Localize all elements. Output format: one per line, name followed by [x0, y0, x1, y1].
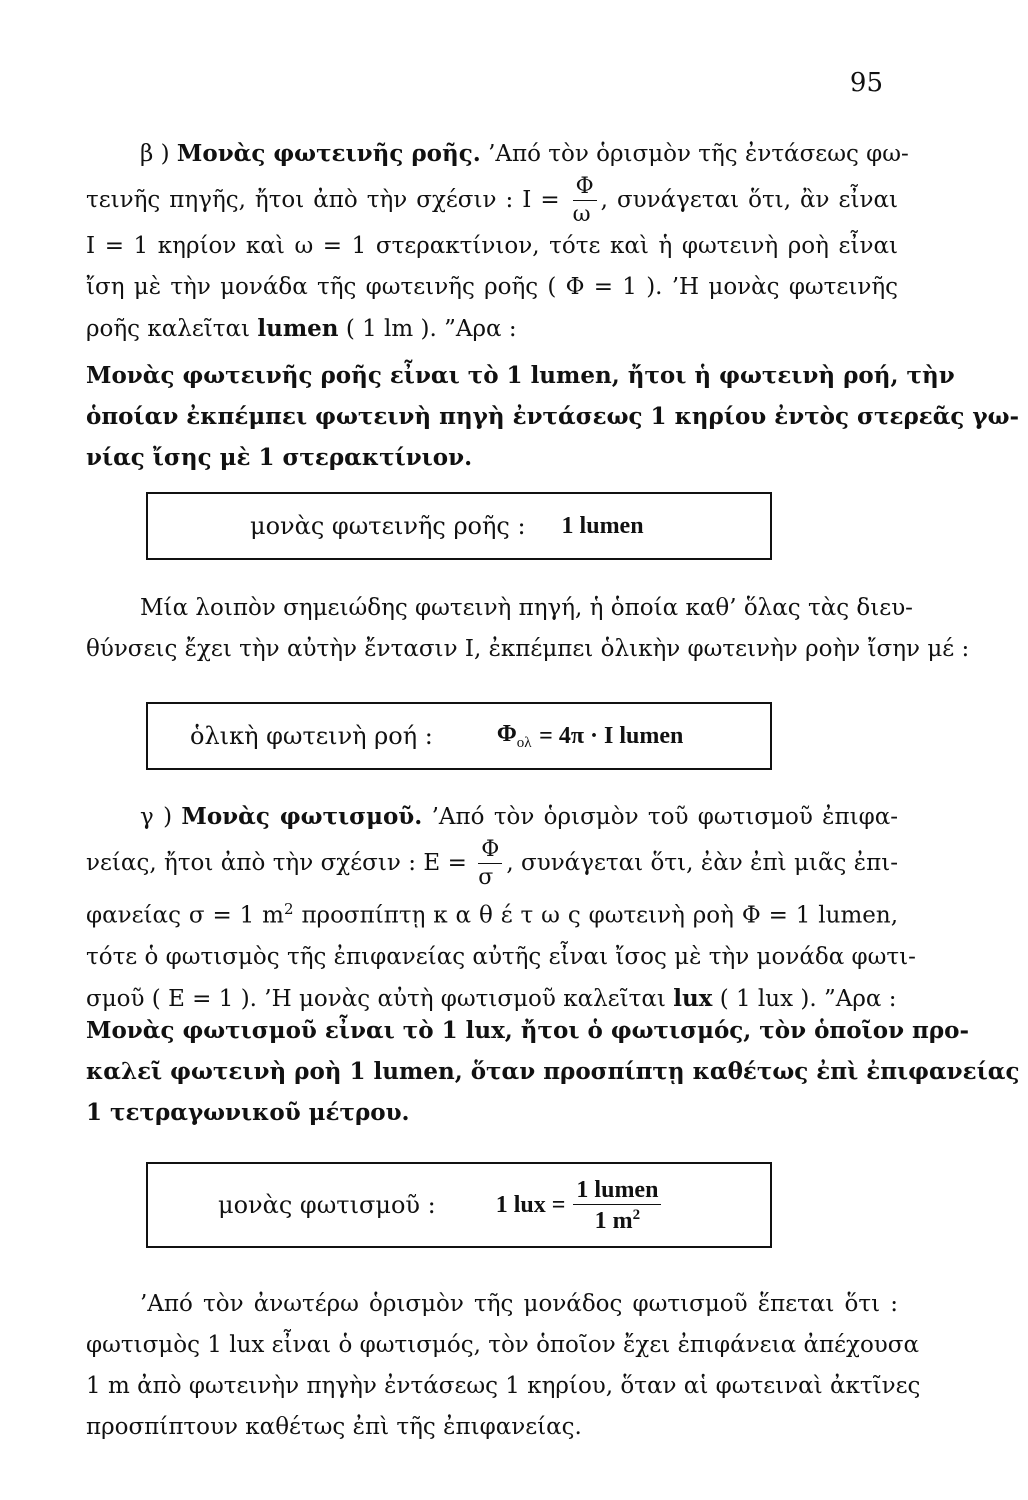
- lux-denominator-base: 1 m: [594, 1207, 633, 1234]
- section-gamma-line-3-text: φανείας σ = 1 m: [86, 902, 284, 929]
- total-flux-symbol: [497, 721, 532, 752]
- fraction-denominator: ω: [572, 202, 591, 227]
- section-beta-line-3: I = 1 κηρίον καὶ ω = 1 στερακτίνιον, τότε καὶ ἡ φωτεινὴ ροὴ εἶναι: [86, 233, 898, 259]
- section-beta-line-5-text: ροῆς καλεῖται: [86, 316, 251, 342]
- section-beta-heading: Μονὰς φωτεινῆς ροῆς.: [176, 140, 481, 167]
- definition-lumen-line-2: ὁποίαν ἐκπέμπει φωτεινὴ πηγὴ ἐντάσεως 1 κηρίου ἐντὸς στερεᾶς γω-: [86, 403, 1020, 430]
- section-beta-line-5-end: ( 1 lm ). ”Αρα :: [345, 316, 517, 342]
- definition-lux-line-3: 1 τετραγωνικοῦ μέτρου.: [86, 1099, 410, 1126]
- lux-fraction-numerator: 1 lumen: [573, 1178, 661, 1205]
- definition-lux: [86, 1010, 1020, 1133]
- section-beta: [86, 133, 909, 350]
- section-gamma-line-3-end: προσπίπτῃ κ α θ έ τ ω ς φωτεινὴ ροὴ Φ = 1 lumen,: [301, 902, 899, 929]
- lux-fraction-denominator: [573, 1205, 661, 1233]
- fraction-numerator: Φ: [478, 839, 502, 864]
- section-beta-line-2-end: , συνάγεται ὅτι, ἂν εἶναι: [600, 187, 898, 213]
- section-gamma-line-5-end: ( 1 lux ). ”Αρα :: [719, 985, 897, 1012]
- flux-subscript: ολ: [516, 734, 532, 751]
- total-flux-formula: = 4π · I lumen: [539, 722, 684, 749]
- intensity-fraction: [573, 176, 597, 226]
- section-gamma-line-3: [86, 889, 898, 937]
- section-gamma: [86, 796, 916, 1020]
- lux-unit-label: μονὰς φωτισμοῦ :: [218, 1191, 436, 1219]
- total-flux-box: [146, 702, 772, 770]
- lux-denominator-exponent: 2: [632, 1206, 641, 1223]
- section-beta-line-4: ἴση μὲ τὴν μονάδα τῆς φωτεινῆς ροῆς ( Φ = 1 ). ’Η μονὰς φωτεινῆς: [86, 274, 898, 300]
- lumen-unit-value: 1 lumen: [561, 512, 644, 539]
- lumen-unit-label: μονὰς φωτεινῆς ροῆς :: [250, 512, 526, 540]
- lux-term: lux: [673, 984, 713, 1012]
- section-gamma-line-2: [86, 838, 898, 889]
- section-gamma-line-2-text: νείας, ἤτοι ἀπὸ τὴν σχέσιν : E =: [86, 850, 467, 876]
- final-paragraph: [86, 1284, 921, 1448]
- square-superscript: 2: [283, 900, 294, 918]
- lux-unit-box: [146, 1162, 772, 1248]
- section-gamma-line-4: τότε ὁ φωτισμὸς τῆς ἐπιφανείας αὐτῆς εἶναι ἴσος μὲ τὴν μονάδα φωτι-: [86, 943, 916, 970]
- total-flux-label: ὁλικὴ φωτεινὴ ροή :: [190, 722, 433, 750]
- section-gamma-heading: Μονὰς φωτισμοῦ.: [181, 803, 423, 830]
- section-gamma-line-1-text: ’Από τὸν ὁρισμὸν τοῦ φωτισμοῦ ἐπιφα-: [431, 804, 899, 830]
- illuminance-fraction: [478, 839, 502, 889]
- page-number: 95: [849, 68, 883, 98]
- lumen-term: lumen: [257, 315, 339, 342]
- section-beta-line-1: [86, 133, 909, 175]
- definition-lumen-line-1: Μονὰς φωτεινῆς ροῆς εἶναι τὸ 1 lumen, ἤτοι ἡ φωτεινὴ ροή, τὴν: [86, 362, 955, 389]
- section-beta-line-2-text: τεινῆς πηγῆς, ἤτοι ἀπὸ τὴν σχέσιν : I =: [86, 187, 560, 213]
- lumen-unit-box: [146, 492, 772, 560]
- flux-symbol: Φ: [496, 720, 517, 747]
- point-source-line-2: θύνσεις ἔχει τὴν αὐτὴν ἔντασιν I, ἐκπέμπει ὁλικὴν φωτεινὴν ροὴν ἴσην μέ :: [86, 636, 970, 662]
- section-gamma-line-5-text: σμοῦ ( E = 1 ). ’Η μονὰς αὐτὴ φωτισμοῦ καλεῖται: [86, 985, 666, 1012]
- section-beta-line-2: [86, 175, 898, 226]
- point-source-line-1: Μία λοιπὸν σημειώδης φωτεινὴ πηγή, ἡ ὁποία καθ’ ὅλας τὰς διευ-: [140, 595, 913, 621]
- lux-unit-lhs: 1 lux =: [495, 1191, 566, 1218]
- definition-lux-line-1: Μονὰς φωτισμοῦ εἶναι τὸ 1 lux, ἤτοι ὁ φωτισμός, τὸν ὁποῖον προ-: [86, 1017, 970, 1044]
- section-beta-line-5: [86, 308, 898, 350]
- definition-lumen: [86, 355, 1020, 478]
- fraction-numerator: Φ: [573, 176, 597, 201]
- section-gamma-label: γ ): [140, 804, 173, 830]
- final-line-4: προσπίπτουν καθέτως ἐπὶ τῆς ἐπιφανείας.: [86, 1414, 582, 1440]
- definition-lux-line-2: καλεῖ φωτεινὴ ροὴ 1 lumen, ὅταν προσπίπτῃ καθέτως ἐπὶ ἐπιφανείας: [86, 1058, 1020, 1085]
- final-line-1: ’Από τὸν ἀνωτέρω ὁρισμὸν τῆς μονάδος φωτισμοῦ ἕπεται ὅτι :: [140, 1291, 898, 1317]
- section-beta-line-1-text: ’Από τὸν ὁρισμὸν τῆς ἐντάσεως φω-: [488, 141, 909, 167]
- final-line-3: 1 m ἀπὸ φωτεινὴν πηγὴν ἐντάσεως 1 κηρίου, ὅταν αἱ φωτειναὶ ἀκτῖνες: [86, 1373, 921, 1399]
- section-gamma-line-1: [86, 796, 898, 838]
- point-source-paragraph: [86, 588, 970, 670]
- section-gamma-line-2-end: , συνάγεται ὅτι, ἐὰν ἐπὶ μιᾶς ἐπι-: [506, 850, 899, 876]
- lux-unit-fraction: [573, 1178, 661, 1233]
- final-line-2: φωτισμὸς 1 lux εἶναι ὁ φωτισμός, τὸν ὁποῖον ἔχει ἐπιφάνεια ἀπέχουσα: [86, 1332, 920, 1358]
- section-beta-label: β ): [140, 141, 170, 167]
- fraction-denominator: σ: [478, 865, 494, 890]
- definition-lumen-line-3: νίας ἴσης μὲ 1 στερακτίνιον.: [86, 444, 473, 471]
